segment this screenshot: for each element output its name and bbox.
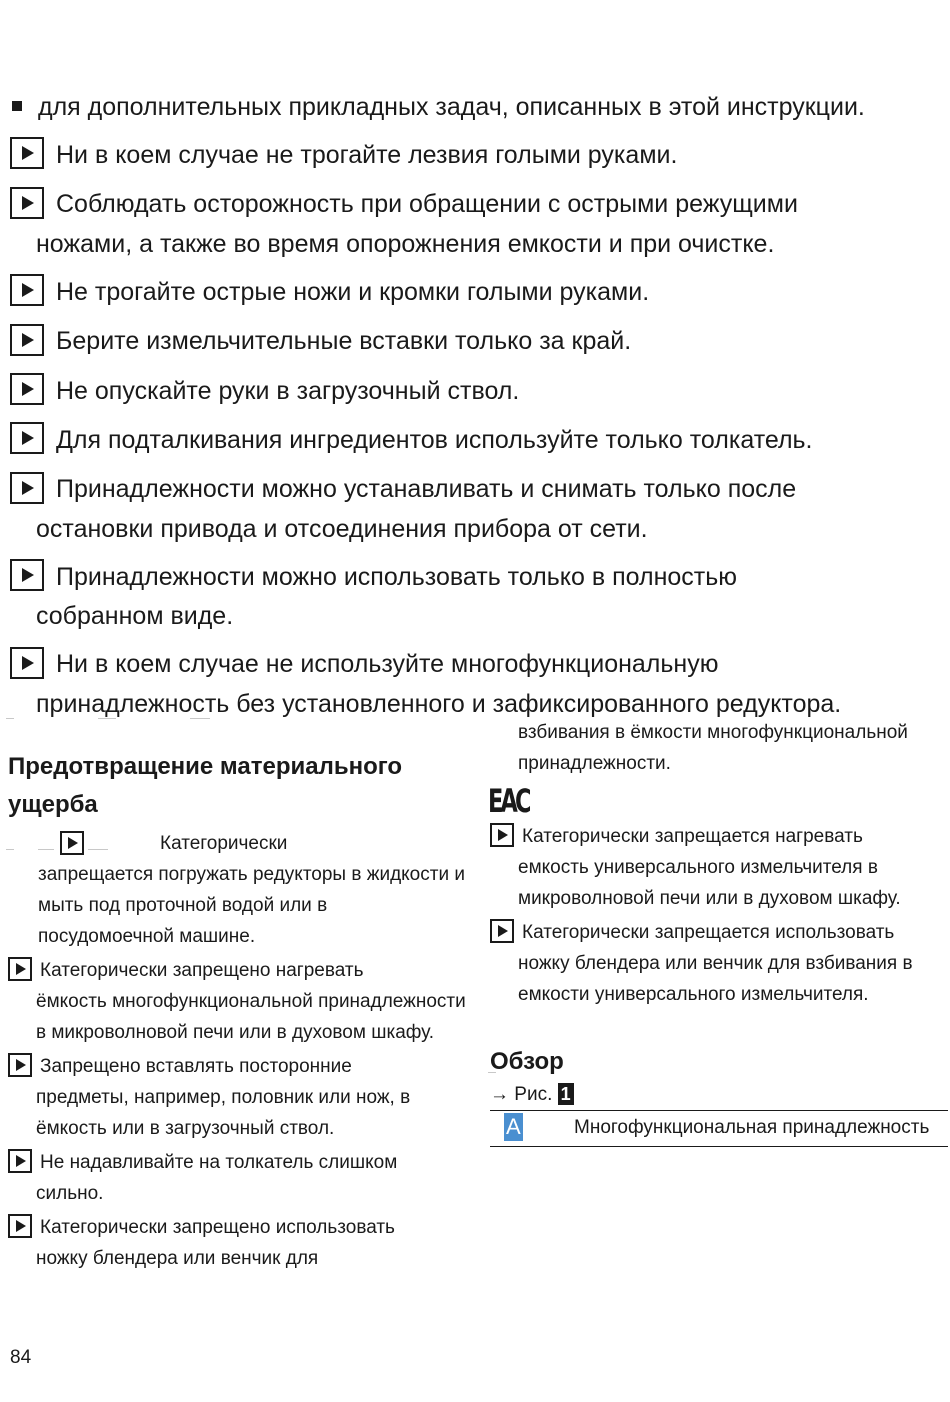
list-item xyxy=(10,372,945,411)
list-item xyxy=(10,645,945,722)
play-arrow-icon xyxy=(10,274,44,306)
list-item xyxy=(8,1147,468,1209)
item-text: Принадлежности можно использовать только в полностью xyxy=(56,562,738,591)
artifact-mark xyxy=(190,718,210,719)
item-text: Запрещено вставлять посторонние xyxy=(40,1056,352,1077)
item-text: Ни в коем случае не трогайте лезвия голыми руками. xyxy=(56,141,678,169)
figure-reference xyxy=(490,1082,948,1108)
item-text-continued: собранном виде. xyxy=(36,602,234,631)
arrow-right-icon: → xyxy=(490,1084,509,1105)
item-text: Категорически запрещено нагревать xyxy=(40,960,364,981)
item-text-continued: ножами, а также во время опорожнения емкости и при очистке. xyxy=(36,229,775,258)
item-text-continued: принадлежность без установленного и зафиксированного редуктора. xyxy=(36,689,842,718)
legend-value: Многофункциональная принадлежность xyxy=(574,1117,930,1138)
section-heading xyxy=(8,748,468,824)
play-arrow-icon xyxy=(10,422,44,454)
list-item xyxy=(490,917,948,1010)
list-item xyxy=(10,421,945,460)
play-arrow-icon xyxy=(8,957,32,981)
page-number: 84 xyxy=(10,1347,32,1368)
list-item xyxy=(10,185,945,262)
list-item xyxy=(10,558,945,635)
play-arrow-icon xyxy=(10,187,44,219)
item-text: Берите измельчительные вставки только за край. xyxy=(56,327,632,356)
item-text: для дополнительных прикладных задач, описанных в этой инструкции. xyxy=(38,93,865,121)
item-text-continued: емкость универсального измельчителя в микроволновой печи или в духовом шкафу. xyxy=(518,857,901,909)
item-text-continued: ёмкость многофункциональной принадлежности в микроволновой печи или в духовом шкафу. xyxy=(36,991,466,1043)
item-text-continued: сильно. xyxy=(36,1183,104,1204)
item-text: Категорически xyxy=(160,833,288,854)
item-text: Не трогайте острые ножи и кромки голыми руками. xyxy=(56,277,650,306)
list-item xyxy=(10,273,945,312)
item-text-continued: взбивания в ёмкости многофункциональной принадлежности. xyxy=(518,722,908,774)
play-arrow-icon xyxy=(10,647,44,679)
item-text: Для подталкивания ингредиентов используйте только толкатель. xyxy=(56,425,813,454)
overview-heading: Обзор xyxy=(490,1048,564,1075)
play-arrow-icon xyxy=(10,559,44,591)
list-item xyxy=(10,88,945,126)
right-column xyxy=(490,717,948,1147)
play-arrow-icon xyxy=(490,919,514,943)
item-text: Не надавливайте на толкатель слишком xyxy=(40,1152,398,1173)
item-text: Категорически запрещается нагревать xyxy=(522,826,863,847)
item-text-continued: предметы, например, половник или нож, в ёмкость или в загрузочный ствол. xyxy=(36,1087,411,1139)
list-item xyxy=(10,322,945,361)
item-text-continued: остановки привода и отсоединения прибора от сети. xyxy=(36,514,648,543)
item-text: Категорически запрещено использовать xyxy=(40,1217,395,1238)
list-item xyxy=(10,470,945,547)
square-bullet-icon xyxy=(12,101,22,111)
item-text: Категорически запрещается использовать xyxy=(522,922,895,943)
play-arrow-icon xyxy=(10,472,44,504)
item-text-continued: ножку блендера или венчик для взбивания в емкости универсального измельчителя. xyxy=(518,953,913,1005)
safety-list xyxy=(10,88,945,733)
legend-row xyxy=(490,1110,948,1147)
heading-line: ущерба xyxy=(8,791,98,818)
legend-key: A xyxy=(506,1114,521,1139)
heading-line: Предотвращение материального xyxy=(8,753,403,780)
play-arrow-icon xyxy=(8,1053,32,1077)
play-arrow-icon xyxy=(8,1214,32,1238)
left-column xyxy=(8,748,468,1277)
play-arrow-icon xyxy=(10,137,44,169)
list-item xyxy=(490,821,948,914)
play-arrow-icon xyxy=(60,831,84,855)
list-item xyxy=(8,828,468,952)
item-text: Соблюдать осторожность при обращении с острыми режущими xyxy=(56,190,798,219)
play-arrow-icon xyxy=(8,1149,32,1173)
eac-certification-mark: ЕАС xyxy=(488,782,529,820)
play-arrow-icon xyxy=(10,373,44,405)
item-text: Принадлежности можно устанавливать и снимать только после xyxy=(56,475,797,504)
list-item xyxy=(10,136,945,175)
figure-number: 1 xyxy=(558,1083,574,1105)
figure-label: Рис. xyxy=(514,1084,553,1105)
artifact-mark xyxy=(6,718,14,719)
item-text-continued: ножку блендера или венчик для xyxy=(36,1248,319,1269)
artifact-mark xyxy=(98,718,116,719)
list-item xyxy=(8,1051,468,1144)
item-text-continued: запрещается погружать редукторы в жидкости и мыть под проточной водой или в посудомоечной машине. xyxy=(38,864,465,947)
play-arrow-icon xyxy=(490,823,514,847)
item-text: Не опускайте руки в загрузочный ствол. xyxy=(56,376,520,405)
list-item xyxy=(8,955,468,1048)
item-text: Ни в коем случае не используйте многофункциональную xyxy=(56,650,719,679)
play-arrow-icon xyxy=(10,324,44,356)
list-item xyxy=(8,1212,468,1274)
